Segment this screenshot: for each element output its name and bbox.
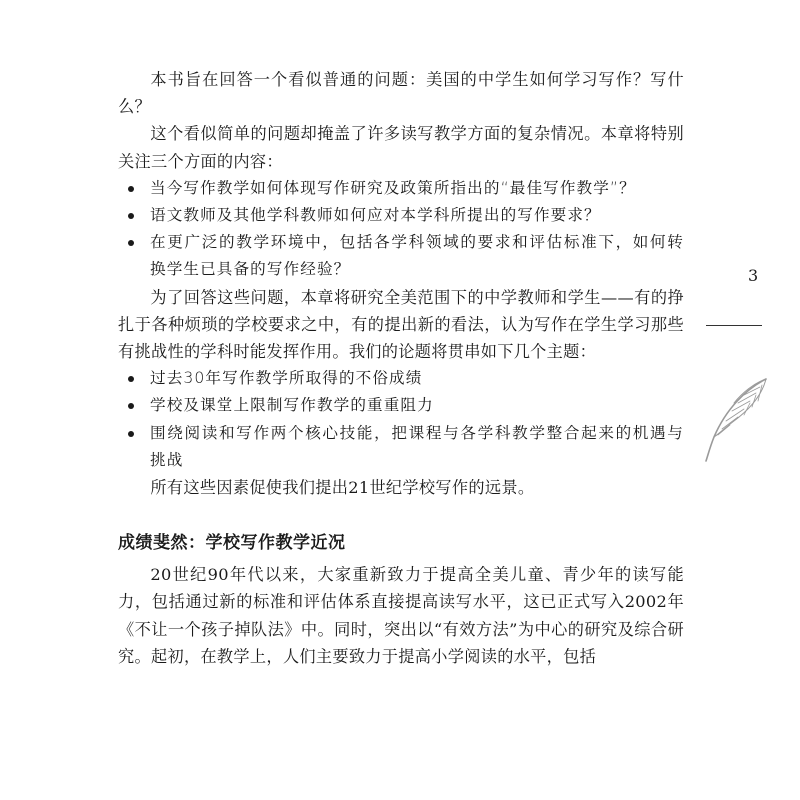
list-item <box>118 420 684 474</box>
bullet-list-focus-areas <box>118 175 684 284</box>
list-item <box>118 202 684 229</box>
list-item <box>118 175 684 202</box>
list-item-text: 当今写作教学如何体现写作研究及政策所指出的“最佳写作教学”？ <box>150 178 636 197</box>
list-item-text: 过去30年写作教学所取得的不俗成绩 <box>150 369 423 388</box>
list-item-text: 学校及课堂上限制写作教学的重重阻力 <box>150 396 434 415</box>
bullet-dot-icon <box>128 431 134 437</box>
list-item <box>118 229 684 283</box>
bullet-dot-icon <box>128 376 134 382</box>
list-item-text: 围绕阅读和写作两个核心技能，把课程与各学科教学整合起来的机遇与挑战 <box>150 423 684 469</box>
page-number: 3 <box>748 266 759 285</box>
paragraph-research-scope: 为了回答这些问题，本章将研究全美范围下的中学教师和学生——有的挣扎于各种烦琐的学校要求之中，有的提出新的看法，认为写作在学生学习那些有挑战性的学科时能发挥作用。我们的论题将贯串如下几个主题： <box>118 287 684 362</box>
list-item-text: 在更广泛的教学环境中，包括各学科领域的要求和评估标准下，如何转换学生已具备的写作经验？ <box>150 233 684 279</box>
list-item <box>118 392 684 419</box>
section-heading: 成绩斐然：学校写作教学近况 <box>118 533 346 554</box>
bullet-dot-icon <box>128 213 134 219</box>
list-item <box>118 365 684 392</box>
paragraph-vision: 所有这些因素促使我们提出21世纪学校写作的远景。 <box>150 478 535 498</box>
feather-quill-icon <box>700 375 772 465</box>
bullet-dot-icon <box>128 240 134 246</box>
paragraph-complexity: 这个看似简单的问题却掩盖了许多读写教学方面的复杂情况。本章将特别关注三个方面的内容： <box>118 124 684 171</box>
bullet-dot-icon <box>128 186 134 192</box>
paragraph-achievements: 20世纪90年代以来，大家重新致力于提高全美儿童、青少年的读写能力，包括通过新的标准和评估体系直接提高读写水平，这已正式写入2002年《不让一个孩子掉队法》中。同时，突出以“有效方法”为中心的研究及综合研究。起初，在教学上，人们主要致力于提高小学阅读的水平，包括 <box>118 565 684 666</box>
bullet-list-themes <box>118 365 684 474</box>
bullet-dot-icon <box>128 403 134 409</box>
list-item-text: 语文教师及其他学科教师如何应对本学科所提出的写作要求？ <box>150 206 601 225</box>
margin-divider <box>706 325 762 326</box>
paragraph-intro-question: 本书旨在回答一个看似普通的问题：美国的中学生如何学习写作？写什么？ <box>118 70 684 117</box>
main-text-column <box>118 66 684 670</box>
